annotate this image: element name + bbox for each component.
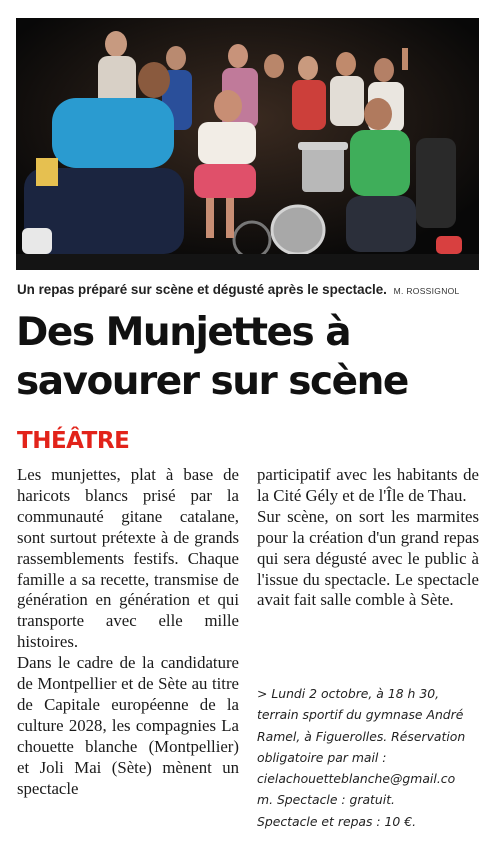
- info-line: obligatoire par mail :: [257, 749, 387, 765]
- article-column-1: [17, 465, 239, 800]
- paragraph: Sur scène, on sort les marmites pour la création d'un grand repas qui sera dégusté avec le public à l'issue du spectacle. Le spectacle avait fait salle comble à Sète.: [257, 506, 479, 610]
- headline-line-1: Des Munjettes à: [16, 310, 351, 355]
- headline-line-2: savourer sur scène: [16, 359, 408, 404]
- article-column-2: [257, 465, 479, 611]
- info-line: m. Spectacle : gratuit.: [257, 792, 395, 808]
- photo-credit: M. ROSSIGNOL: [393, 286, 460, 296]
- theatre-cast-photo: [16, 18, 479, 270]
- info-line: terrain sportif du gymnase André: [257, 707, 464, 723]
- caption-text: Un repas préparé sur scène et dégusté après le spectacle.: [17, 282, 387, 297]
- paragraph: participatif avec les habitants de la Cité Gély et de l'Île de Thau.: [257, 465, 479, 505]
- stage-scene-illustration: [16, 18, 479, 270]
- photo-caption: [17, 282, 487, 297]
- article-headline: [16, 308, 486, 406]
- practical-info: [257, 683, 485, 832]
- price-line: Spectacle et repas : 10 €.: [257, 813, 417, 829]
- info-line: Ramel, à Figuerolles. Réservation: [257, 728, 466, 744]
- paragraph: Dans le cadre de la candidature de Montpellier et de Sète au titre de Capitale européenne de la culture 2028, les compagnies La chouette blanche (Montpellier) et Joli Mai (Sète) mènent un spectacle: [17, 653, 239, 798]
- section-rubric: THÉÂTRE: [17, 428, 130, 454]
- contact-email: cielachouetteblanche@gmail.co: [257, 771, 456, 787]
- info-line: > Lundi 2 octobre, à 18 h 30,: [257, 686, 440, 701]
- paragraph: Les munjettes, plat à base de haricots blancs prisé par la communauté gitane catalane, sont surtout prétexte à de grands rassemblements festifs. Chaque famille a sa recette, transmise de génération en génération et qui transporte avec elle mille histoires.: [17, 465, 239, 652]
